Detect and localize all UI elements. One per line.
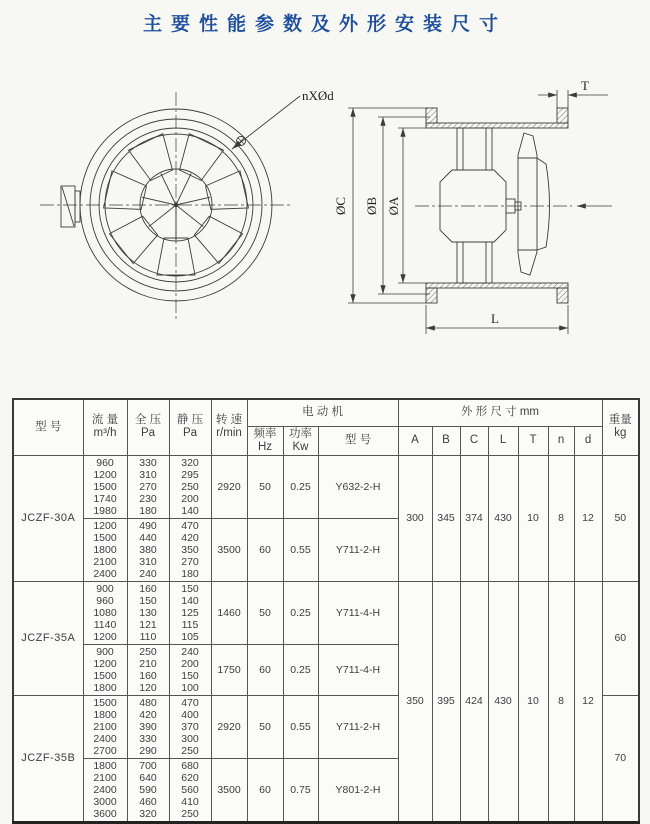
flow-cell: 1500 1800 2100 2400 2700 bbox=[83, 695, 127, 758]
speed-cell: 2920 bbox=[211, 455, 247, 518]
speed-cell: 1750 bbox=[211, 644, 247, 695]
dim-cell-d: 12 bbox=[574, 455, 602, 581]
dim-cell-T: 10 bbox=[518, 581, 548, 822]
weight-cell: 50 bbox=[602, 455, 639, 581]
col-header-flow: 流 量 m³/h bbox=[83, 399, 127, 455]
fan-front-view bbox=[40, 92, 300, 322]
freq-cell: 50 bbox=[247, 455, 283, 518]
motor-model-cell: Y711-2-H bbox=[318, 518, 398, 581]
dim-cell-n: 8 bbox=[548, 455, 574, 581]
col-header-dim-B: B bbox=[432, 426, 460, 455]
spec-table bbox=[12, 398, 640, 824]
col-header-speed: 转 速 r/min bbox=[211, 399, 247, 455]
dim-label-t: T bbox=[581, 78, 589, 93]
bolt-hole-label: nXØd bbox=[302, 88, 334, 103]
static-pressure-cell: 470 420 350 270 180 bbox=[169, 518, 211, 581]
col-header-dims-group: 外 形 尺 寸 mm bbox=[398, 399, 602, 426]
dim-label-c: ØC bbox=[333, 196, 348, 216]
col-header-dim-A: A bbox=[398, 426, 432, 455]
power-cell: 0.75 bbox=[283, 758, 318, 822]
static-pressure-cell: 240 200 150 100 bbox=[169, 644, 211, 695]
motor-model-cell: Y711-4-H bbox=[318, 644, 398, 695]
model-cell: JCZF-35A bbox=[13, 581, 83, 695]
power-cell: 0.55 bbox=[283, 518, 318, 581]
col-header-dim-T: T bbox=[518, 426, 548, 455]
motor-model-cell: Y711-2-H bbox=[318, 695, 398, 758]
static-pressure-cell: 470 400 370 300 250 bbox=[169, 695, 211, 758]
flow-cell: 900 960 1080 1140 1200 bbox=[83, 581, 127, 644]
weight-cell: 60 bbox=[602, 581, 639, 695]
col-header-static-pressure: 静 压 Pa bbox=[169, 399, 211, 455]
motor bbox=[440, 128, 506, 283]
total-pressure-cell: 480 420 390 330 290 bbox=[127, 695, 169, 758]
speed-cell: 1460 bbox=[211, 581, 247, 644]
motor-model-cell: Y632-2-H bbox=[318, 455, 398, 518]
dim-label-b: ØB bbox=[364, 196, 379, 216]
total-pressure-cell: 330 310 270 230 180 bbox=[127, 455, 169, 518]
model-cell: JCZF-35B bbox=[13, 695, 83, 822]
dim-cell-n: 8 bbox=[548, 581, 574, 822]
dim-label-l: L bbox=[491, 311, 499, 326]
table-body bbox=[13, 455, 639, 822]
col-header-total-pressure: 全 压 Pa bbox=[127, 399, 169, 455]
dim-cell-A: 300 bbox=[398, 455, 432, 581]
bolt-leader-line bbox=[232, 96, 300, 149]
dim-cell-B: 345 bbox=[432, 455, 460, 581]
speed-cell: 3500 bbox=[211, 758, 247, 822]
total-pressure-cell: 700 640 590 460 320 bbox=[127, 758, 169, 822]
dim-cell-T: 10 bbox=[518, 455, 548, 581]
freq-cell: 60 bbox=[247, 518, 283, 581]
weight-cell: 70 bbox=[602, 695, 639, 822]
flow-cell: 960 1200 1500 1740 1980 bbox=[83, 455, 127, 518]
col-header-motor-group: 电 动 机 bbox=[247, 399, 398, 426]
centerlines bbox=[40, 92, 292, 322]
installation-drawing bbox=[0, 60, 650, 395]
static-pressure-cell: 680 620 560 410 250 bbox=[169, 758, 211, 822]
casing-walls bbox=[426, 123, 568, 288]
dim-cell-C: 374 bbox=[460, 455, 488, 581]
col-header-power: 功率 Kw bbox=[283, 426, 318, 455]
freq-cell: 60 bbox=[247, 644, 283, 695]
dim-cell-d: 12 bbox=[574, 581, 602, 822]
freq-cell: 50 bbox=[247, 581, 283, 644]
static-pressure-cell: 150 140 125 115 105 bbox=[169, 581, 211, 644]
col-header-dim-d: d bbox=[574, 426, 602, 455]
table-header bbox=[13, 399, 639, 455]
dim-cell-A: 350 bbox=[398, 581, 432, 822]
freq-cell: 50 bbox=[247, 695, 283, 758]
motor-model-cell: Y801-2-H bbox=[318, 758, 398, 822]
dim-label-a: ØA bbox=[386, 196, 401, 216]
col-header-dim-n: n bbox=[548, 426, 574, 455]
col-header-model: 型 号 bbox=[13, 399, 83, 455]
junction-box bbox=[61, 186, 80, 227]
flow-cell: 1800 2100 2400 3000 3600 bbox=[83, 758, 127, 822]
flow-cell: 1200 1500 1800 2100 2400 bbox=[83, 518, 127, 581]
page-title: 主要性能参数及外形安装尺寸 bbox=[142, 14, 507, 35]
col-header-weight: 重量 kg bbox=[602, 399, 639, 455]
speed-cell: 3500 bbox=[211, 518, 247, 581]
col-header-dim-C: C bbox=[460, 426, 488, 455]
model-cell: JCZF-30A bbox=[13, 455, 83, 581]
table-row bbox=[13, 581, 639, 644]
power-cell: 0.25 bbox=[283, 455, 318, 518]
col-header-freq: 频率 Hz bbox=[247, 426, 283, 455]
power-cell: 0.25 bbox=[283, 644, 318, 695]
dim-cell-C: 424 bbox=[460, 581, 488, 822]
total-pressure-cell: 490 440 380 310 240 bbox=[127, 518, 169, 581]
power-cell: 0.25 bbox=[283, 581, 318, 644]
dim-cell-L: 430 bbox=[488, 455, 518, 581]
flanges bbox=[426, 108, 568, 303]
total-pressure-cell: 250 210 160 120 bbox=[127, 644, 169, 695]
blade-section bbox=[518, 133, 550, 275]
static-pressure-cell: 320 295 250 200 140 bbox=[169, 455, 211, 518]
motor-model-cell: Y711-4-H bbox=[318, 581, 398, 644]
dim-cell-L: 430 bbox=[488, 581, 518, 822]
speed-cell: 2920 bbox=[211, 695, 247, 758]
power-cell: 0.55 bbox=[283, 695, 318, 758]
flow-cell: 900 1200 1500 1800 bbox=[83, 644, 127, 695]
dim-cell-B: 395 bbox=[432, 581, 460, 822]
freq-cell: 60 bbox=[247, 758, 283, 822]
col-header-dim-L: L bbox=[488, 426, 518, 455]
col-header-motor-model: 型 号 bbox=[318, 426, 398, 455]
total-pressure-cell: 160 150 130 121 110 bbox=[127, 581, 169, 644]
table-row bbox=[13, 455, 639, 518]
